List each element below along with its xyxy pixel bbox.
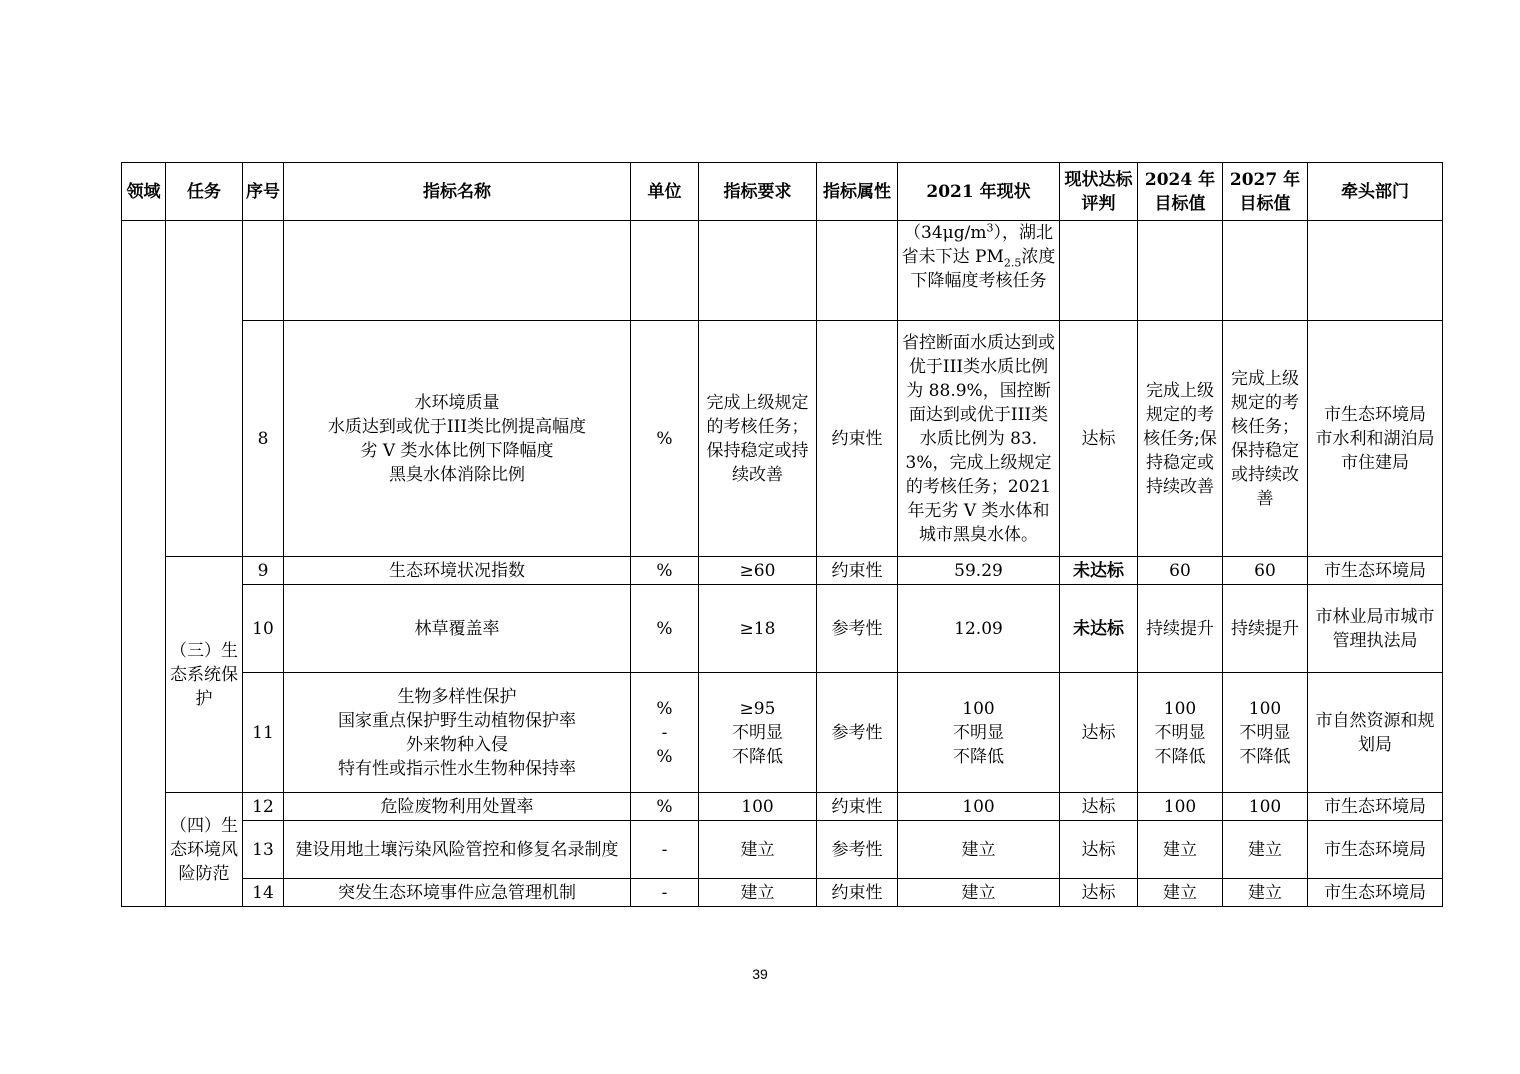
target-2024-cell: 持续提升 [1138, 585, 1223, 673]
requirement-cell [699, 673, 817, 793]
unit-cell [631, 673, 699, 793]
department-cell: 市生态环境局 [1308, 879, 1443, 907]
evaluation-cell: 达标 [1060, 821, 1138, 879]
target-line: 不降低 [1239, 746, 1291, 767]
department-line: 市生态环境局 [1324, 404, 1426, 425]
requirement-cell: 100 [699, 793, 817, 821]
name-line: 水质达到或优于III类比例提高幅度 [327, 416, 587, 437]
department-cell: 市生态环境局 [1308, 557, 1443, 585]
status-cell: 12.09 [898, 585, 1060, 673]
name-line: 水环境质量 [414, 392, 500, 413]
target-2024-cell [1138, 673, 1223, 793]
unit-cell: % [631, 585, 699, 673]
requirement-line: 不降低 [732, 746, 783, 767]
status-cell [898, 221, 1060, 321]
task-cell: （四）生态环境风险防范 [166, 793, 243, 907]
status-cell: 建立 [898, 821, 1060, 879]
indicator-table [121, 162, 1443, 907]
table-row [122, 321, 1443, 557]
status-text: ），湖北省未下达 PM [901, 223, 1053, 267]
unit-line: % [656, 698, 673, 719]
no-cell: 8 [243, 321, 284, 557]
name-line: 黑臭水体消除比例 [389, 464, 525, 485]
status-cell [898, 673, 1060, 793]
page-number: 39 [752, 966, 768, 982]
header-name: 指标名称 [284, 163, 631, 221]
table-row [122, 879, 1443, 907]
field-cell [122, 221, 166, 907]
requirement-cell: 完成上级规定的考核任务；保持稳定或持续改善 [699, 321, 817, 557]
target-2024-cell: 建立 [1138, 879, 1223, 907]
name-cell: 突发生态环境事件应急管理机制 [284, 879, 631, 907]
unit-line: - [661, 722, 668, 743]
target-2024-cell: 建立 [1138, 821, 1223, 879]
status-text: （34μg/m [904, 223, 987, 243]
name-cell: 林草覆盖率 [284, 585, 631, 673]
requirement-cell [699, 221, 817, 321]
task-cell-continued [166, 221, 243, 557]
header-evaluation: 现状达标评判 [1060, 163, 1138, 221]
department-line: 市水利和湖泊局 [1315, 428, 1435, 449]
name-line: 生物多样性保护 [397, 686, 517, 707]
unit-cell: % [631, 557, 699, 585]
table-row-continued [122, 221, 1443, 321]
table-row [122, 821, 1443, 879]
status-cell: 59.29 [898, 557, 1060, 585]
header-attribute: 指标属性 [817, 163, 898, 221]
unit-cell [631, 221, 699, 321]
target-line: 不明显 [1154, 722, 1206, 743]
table-row [122, 673, 1443, 793]
name-line: 劣 V 类水体比例下降幅度 [360, 440, 554, 461]
status-line: 不明显 [953, 722, 1004, 743]
department-cell [1308, 221, 1443, 321]
evaluation-cell: 达标 [1060, 793, 1138, 821]
status-line: 100 [962, 698, 995, 719]
unit-cell: - [631, 879, 699, 907]
target-2024-cell: 60 [1138, 557, 1223, 585]
header-no: 序号 [243, 163, 284, 221]
target-line: 100 [1163, 698, 1197, 719]
header-department: 牵头部门 [1308, 163, 1443, 221]
evaluation-cell: 未达标 [1060, 585, 1138, 673]
target-2027-cell: 100 [1223, 793, 1308, 821]
unit-cell: % [631, 793, 699, 821]
status-cell: 100 [898, 793, 1060, 821]
name-cell [284, 673, 631, 793]
requirement-cell: 建立 [699, 821, 817, 879]
target-line: 不明显 [1239, 722, 1291, 743]
department-line: 市住建局 [1341, 452, 1409, 473]
target-2027-cell: 建立 [1223, 879, 1308, 907]
no-cell: 9 [243, 557, 284, 585]
target-2027-cell: 完成上级规定的考核任务；保持稳定或持续改善 [1223, 321, 1308, 557]
target-2027-cell: 建立 [1223, 821, 1308, 879]
header-requirement: 指标要求 [699, 163, 817, 221]
no-cell [243, 221, 284, 321]
requirement-line: 不明显 [732, 722, 783, 743]
evaluation-cell: 未达标 [1060, 557, 1138, 585]
name-cell: 生态环境状况指数 [284, 557, 631, 585]
name-line: 外来物种入侵 [406, 734, 508, 755]
attribute-cell: 约束性 [817, 793, 898, 821]
header-target-2024: 2024 年目标值 [1138, 163, 1223, 221]
status-line: 不降低 [953, 746, 1004, 767]
no-cell: 10 [243, 585, 284, 673]
name-cell: 危险废物利用处置率 [284, 793, 631, 821]
target-2027-cell [1223, 673, 1308, 793]
no-cell: 12 [243, 793, 284, 821]
header-field: 领域 [122, 163, 166, 221]
target-2024-cell: 完成上级规定的考核任务;保持稳定或持续改善 [1138, 321, 1223, 557]
target-line: 100 [1248, 698, 1282, 719]
target-2027-cell: 持续提升 [1223, 585, 1308, 673]
evaluation-cell [1060, 221, 1138, 321]
evaluation-cell: 达标 [1060, 673, 1138, 793]
status-subscript: 2.5 [1003, 256, 1022, 270]
name-cell [284, 321, 631, 557]
department-cell: 市自然资源和规划局 [1308, 673, 1443, 793]
table-row [122, 585, 1443, 673]
attribute-cell: 参考性 [817, 821, 898, 879]
status-cell: 建立 [898, 879, 1060, 907]
name-line: 国家重点保护野生动植物保护率 [338, 710, 576, 731]
department-cell: 市生态环境局 [1308, 793, 1443, 821]
header-unit: 单位 [631, 163, 699, 221]
header-status-2021: 2021 年现状 [898, 163, 1060, 221]
status-superscript: 3 [986, 221, 994, 235]
no-cell: 14 [243, 879, 284, 907]
attribute-cell: 参考性 [817, 585, 898, 673]
attribute-cell: 参考性 [817, 673, 898, 793]
requirement-cell: ≥18 [699, 585, 817, 673]
name-line: 特有性或指示性水生物种保持率 [338, 758, 576, 779]
header-row [122, 163, 1443, 221]
target-2027-cell [1223, 221, 1308, 321]
name-cell [284, 221, 631, 321]
table-row [122, 793, 1443, 821]
no-cell: 13 [243, 821, 284, 879]
department-cell [1308, 321, 1443, 557]
attribute-cell: 约束性 [817, 879, 898, 907]
unit-line: % [656, 746, 673, 767]
header-target-2027: 2027 年目标值 [1223, 163, 1308, 221]
target-2027-cell: 60 [1223, 557, 1308, 585]
name-cell: 建设用地土壤污染风险管控和修复名录制度 [284, 821, 631, 879]
target-line: 不降低 [1154, 746, 1206, 767]
attribute-cell: 约束性 [817, 321, 898, 557]
attribute-cell: 约束性 [817, 557, 898, 585]
requirement-cell: 建立 [699, 879, 817, 907]
header-task: 任务 [166, 163, 243, 221]
table-row [122, 557, 1443, 585]
evaluation-cell: 达标 [1060, 321, 1138, 557]
department-cell: 市林业局市城市管理执法局 [1308, 585, 1443, 673]
target-2024-cell: 100 [1138, 793, 1223, 821]
unit-cell: - [631, 821, 699, 879]
status-cell: 省控断面水质达到或优于III类水质比例为 88.9%，国控断面达到或优于III类水质比例为 83.3%，完成上级规定的考核任务；2021 年无劣 V 类水体和城市黑臭水体。 [898, 321, 1060, 557]
target-2024-cell [1138, 221, 1223, 321]
requirement-line: ≥95 [739, 698, 776, 719]
unit-cell: % [631, 321, 699, 557]
attribute-cell [817, 221, 898, 321]
no-cell: 11 [243, 673, 284, 793]
requirement-cell: ≥60 [699, 557, 817, 585]
status-text: 浓度下降幅度考核任务 [910, 247, 1056, 291]
task-cell: （三）生态系统保护 [166, 557, 243, 793]
department-cell: 市生态环境局 [1308, 821, 1443, 879]
evaluation-cell: 达标 [1060, 879, 1138, 907]
